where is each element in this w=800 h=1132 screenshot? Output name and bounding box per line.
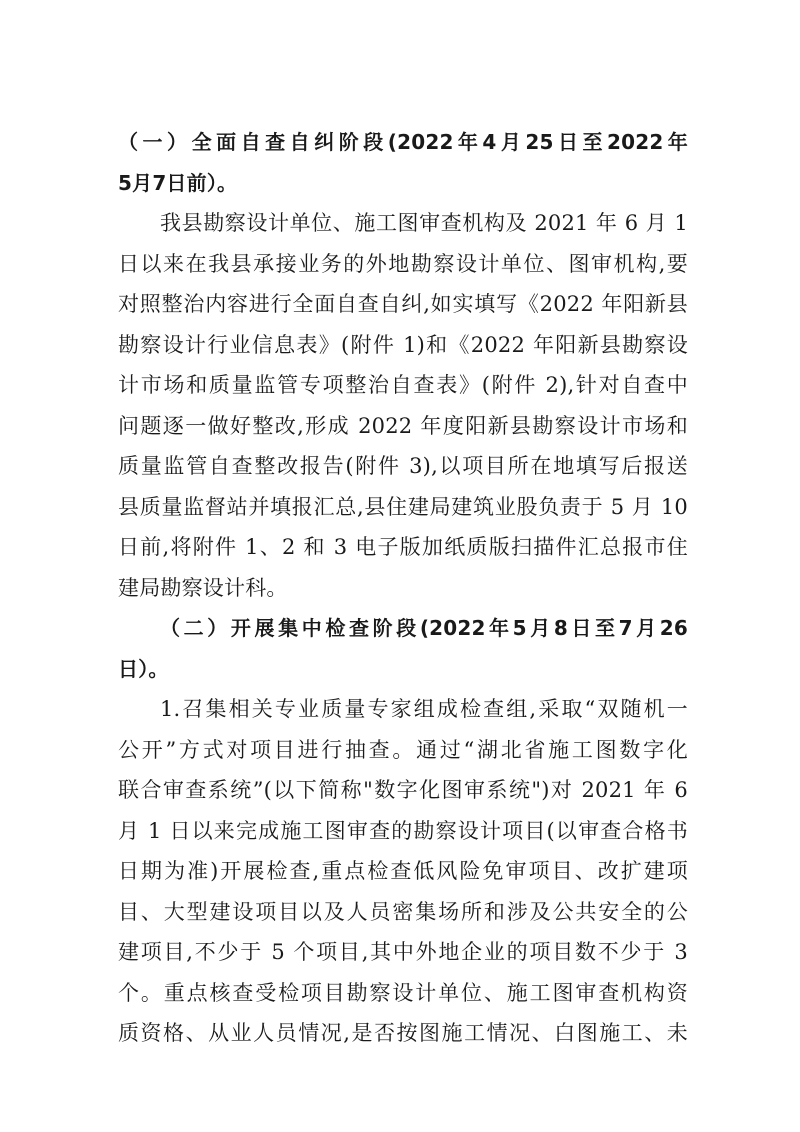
section1-paragraph-line: 日前,将附件 1、2 和 3 电子版加纸质版扫描件汇总报市住 bbox=[118, 535, 688, 559]
section1-paragraph-line: 勘察设计行业信息表》(附件 1)和《2022 年阳新县勘察设 bbox=[118, 332, 688, 357]
section2-paragraph-line: 公开”方式对项目进行抽查。通过“湖北省施工图数字化 bbox=[118, 737, 688, 762]
document-body bbox=[118, 122, 688, 1054]
section2-paragraph-line: 个。重点核查受检项目勘察设计单位、施工图审查机构资 bbox=[118, 980, 688, 1005]
section1-paragraph-line: 计市场和质量监管专项整治自查表》(附件 2),针对自查中 bbox=[118, 373, 688, 397]
section2-paragraph-line: 日期为准)开展检查,重点检查低风险免审项目、改扩建项 bbox=[118, 859, 688, 883]
section2-paragraph-line: 目、大型建设项目以及人员密集场所和涉及公共安全的公 bbox=[118, 899, 688, 924]
section1-paragraph-line: 对照整治内容进行全面自查自纠,如实填写《2022 年阳新县 bbox=[118, 292, 688, 316]
section1-paragraph-line: 我县勘察设计单位、施工图审查机构及 2021 年 6 月 1 bbox=[160, 211, 688, 235]
section1-paragraph-line: 建局勘察设计科。 bbox=[118, 575, 288, 600]
section2-paragraph-line: 月 1 日以来完成施工图审查的勘察设计项目(以审查合格书 bbox=[118, 818, 688, 843]
section1-paragraph-line: 质量监管自查整改报告(附件 3),以项目所在地填写后报送 bbox=[118, 454, 688, 478]
section2-paragraph-line: 建项目,不少于 5 个项目,其中外地企业的项目数不少于 3 bbox=[118, 940, 688, 964]
section1-heading-line-1: （一）全面自查自纠阶段(2022年4月25日至2022年 bbox=[118, 130, 688, 154]
section1-paragraph-line: 县质量监督站并填报汇总,县住建局建筑业股负责于 5 月 10 bbox=[118, 494, 688, 519]
section2-heading-line-1: （二）开展集中检查阶段(2022年5月8日至7月26 bbox=[160, 616, 688, 640]
section2-paragraph-line: 联合审查系统”(以下简称"数字化图审系统")对 2021 年 6 bbox=[118, 778, 688, 802]
section1-paragraph-line: 日以来在我县承接业务的外地勘察设计单位、图审机构,要 bbox=[118, 251, 688, 276]
section1-paragraph-line: 问题逐一做好整改,形成 2022 年度阳新县勘察设计市场和 bbox=[118, 413, 688, 438]
section1-heading-line-2: 5月7日前）。 bbox=[118, 170, 238, 195]
section2-paragraph-line: 质资格、从业人员情况,是否按图施工情况、白图施工、未 bbox=[118, 1021, 688, 1045]
section2-heading-line-2: 日）。 bbox=[118, 656, 169, 681]
section2-paragraph-line: 1.召集相关专业质量专家组成检查组,采取“双随机一 bbox=[160, 697, 688, 721]
